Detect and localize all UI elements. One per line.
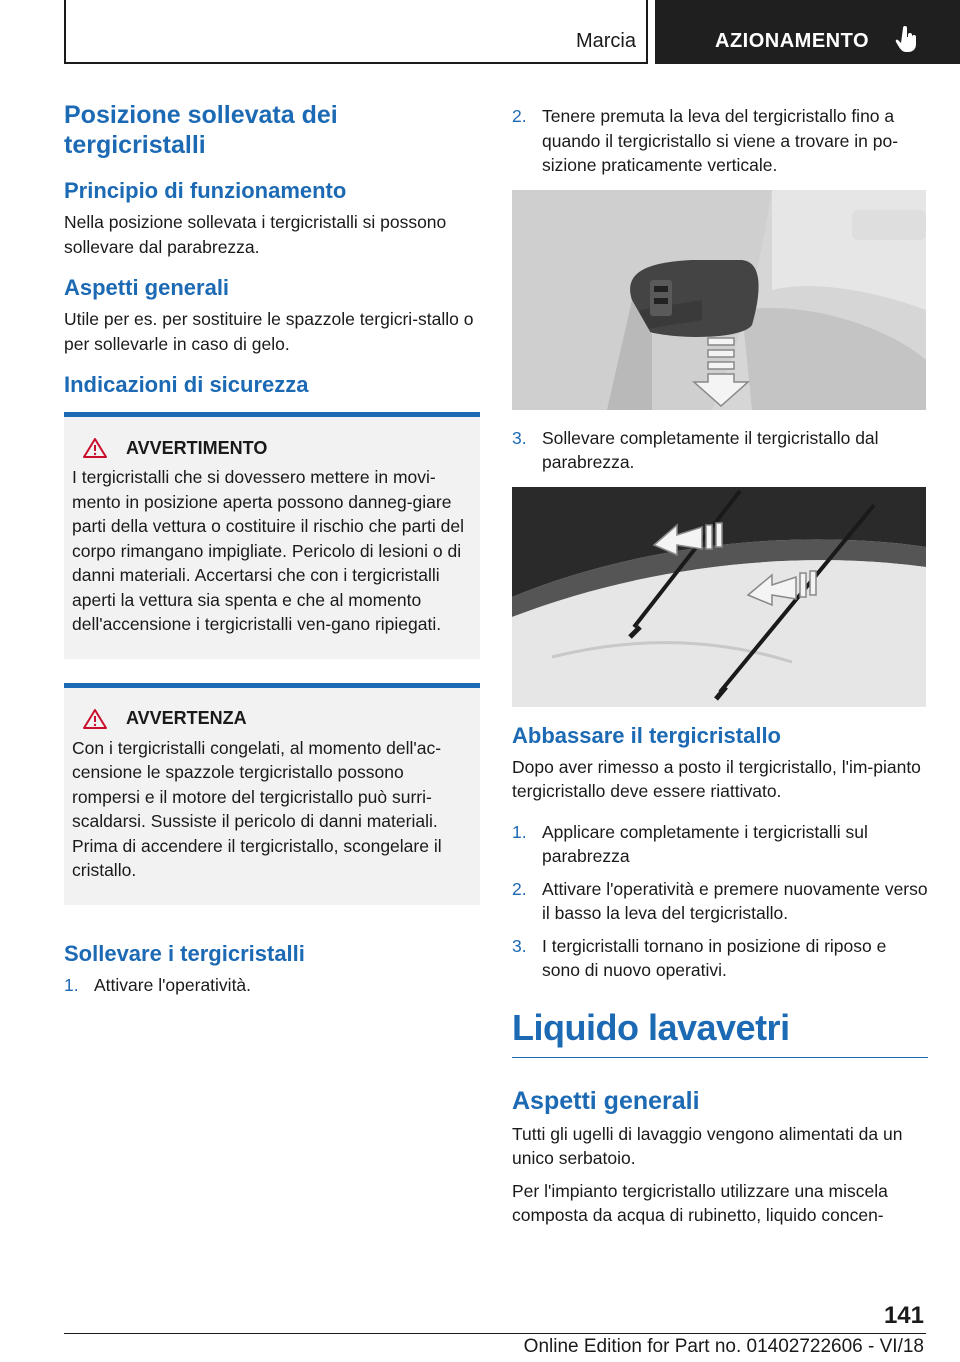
step-text: Attivare l'operatività. <box>94 974 252 995</box>
list-item <box>512 820 928 869</box>
notice-text: Con i tergicristalli congelati, al momento dell'ac-censione le spazzole tergicristallo possono rompersi e il motore del tergicristallo può surri-scaldarsi. Sussiste il pericolo di danni materiali. Prima di accendere il tergicristallo, scongelare il cristallo. <box>72 737 442 880</box>
warning-triangle-icon <box>82 437 108 459</box>
step-number: 2. <box>512 106 527 126</box>
step-number: 1. <box>512 821 527 842</box>
notice-box <box>64 683 480 905</box>
paragraph-aspetti: Utile per es. per sostituire le spazzole tergicri-stallo o per sollevarle in caso di gelo. <box>64 309 474 354</box>
steps-list-sollevare <box>64 973 480 998</box>
wiper-lever-illustration <box>512 190 926 410</box>
heading-principio: Principio di funzionamento <box>64 178 347 203</box>
step-text: Applicare completamente i tergicristalli sul parabrezza <box>542 821 868 866</box>
list-item <box>512 426 928 475</box>
right-column <box>512 104 928 1244</box>
list-item <box>64 973 480 998</box>
header-left-frame <box>64 0 648 64</box>
warning-triangle-icon <box>82 708 108 730</box>
heading-sicurezza: Indicazioni di sicurezza <box>64 372 309 397</box>
section-title: Posizione sollevata dei tergicristalli <box>64 101 338 159</box>
paragraph-aspetti-1: Tutti gli ugelli di lavaggio vengono alimentati da un unico serbatoio. <box>512 1123 903 1168</box>
step-text: Sollevare completamente il tergicristallo dal parabrezza. <box>542 427 879 472</box>
header-chapter-tab <box>655 0 960 64</box>
steps-list-c <box>512 820 928 983</box>
step-number: 1. <box>64 974 79 995</box>
step-number: 3. <box>512 427 527 448</box>
left-column <box>64 100 480 1009</box>
step-number: 2. <box>512 878 527 899</box>
notice-title-row <box>72 708 472 730</box>
list-item <box>512 877 928 926</box>
warning-box <box>64 412 480 659</box>
header-section-label: Marcia <box>575 30 636 52</box>
paragraph-principio: Nella posizione sollevata i tergicristalli si possono sollevare dal parabrezza. <box>64 212 447 257</box>
step-number: 3. <box>512 935 527 956</box>
page-number: 141 <box>883 1302 924 1329</box>
steps-list-a <box>512 104 928 178</box>
footer-divider <box>64 1333 926 1334</box>
hand-pointer-icon <box>895 26 919 54</box>
footer-edition: Online Edition for Part no. 01402722606 - VI/18 <box>523 1336 924 1357</box>
step-text: I tergicristalli tornano in posizione di riposo e sono di nuovo operativi. <box>542 935 887 980</box>
heading-sollevare: Sollevare i tergicristalli <box>64 940 305 966</box>
heading-aspetti: Aspetti generali <box>64 275 230 300</box>
notice-title: AVVERTENZA <box>126 708 247 728</box>
header-chapter-label: AZIONAMENTO <box>715 30 870 52</box>
steps-list-b <box>512 426 928 475</box>
list-item <box>512 104 928 178</box>
chapter-heading-liquido: Liquido lavavetri <box>512 1007 928 1058</box>
raised-wipers-illustration <box>512 487 926 707</box>
warning-title: AVVERTIMENTO <box>126 437 268 458</box>
heading-aspetti-liquido: Aspetti generali <box>512 1086 700 1115</box>
step-text: Tenere premuta la leva del tergicristallo fino a quando il tergicristallo si viene a trovare in po-sizione praticamente verticale. <box>542 106 899 175</box>
warning-title-row <box>72 437 472 459</box>
list-item <box>512 934 928 983</box>
warning-text: I tergicristalli che si dovessero mettere in movi-mento in posizione aperta possono danneg-giare parti della vettura o costituire il rischio che parti del corpo rimangano impigliate. Pericolo di lesioni o di danni materiali. Accertarsi che con i tergicristalli aperti la vettura sia spenta e che al momento dell'accensione i tergicristalli ven-gano ripiegati. <box>72 467 464 634</box>
step-text: Attivare l'operatività e premere nuovamente verso il basso la leva del tergicristallo. <box>542 878 928 923</box>
heading-abbassare: Abbassare il tergicristallo <box>512 722 781 748</box>
paragraph-abbassare: Dopo aver rimesso a posto il tergicristallo, l'im-pianto tergicristallo deve essere riattivato. <box>512 756 921 801</box>
paragraph-aspetti-2: Per l'impianto tergicristallo utilizzare una miscela composta da acqua di rubinetto, liquido concen- <box>512 1180 888 1225</box>
